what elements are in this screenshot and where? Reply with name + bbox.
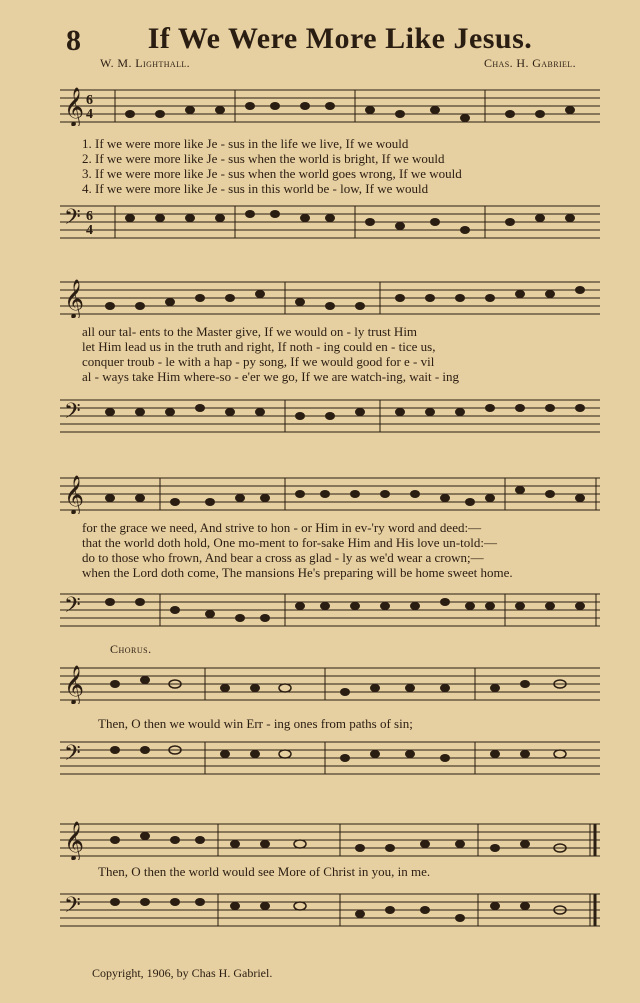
chorus-system-1	[60, 656, 600, 786]
lyricist-credit: W. M. Lighthall.	[100, 56, 191, 70]
svg-text:4: 4	[86, 223, 93, 238]
verse-line-2: let Him lead us in the truth and right, If noth - ing could en - tice us,	[82, 339, 436, 354]
svg-text:𝄢: 𝄢	[64, 399, 81, 428]
verse-lyrics	[82, 136, 600, 196]
verse-line-3: 3. If we were more like Je - sus when the world goes wrong, If we would	[82, 166, 462, 181]
chorus-lyric-line-2: Then, O then the world would see More of Christ in you, in me.	[98, 864, 431, 879]
svg-text:𝄢: 𝄢	[64, 593, 81, 622]
verse-line-4: when the Lord doth come, The mansions He's preparing will be home sweet home.	[82, 565, 513, 580]
copyright-notice: Copyright, 1906, by Chas H. Gabriel.	[92, 966, 273, 980]
treble-staff	[60, 664, 600, 704]
svg-text:𝄢: 𝄢	[64, 205, 81, 234]
treble-staff	[60, 86, 600, 126]
chorus-lyric-line-1: Then, O then we would win Err - ing ones from paths of sin;	[98, 716, 413, 731]
bass-staff	[60, 738, 600, 778]
svg-text:6: 6	[86, 93, 93, 108]
svg-text:𝄞: 𝄞	[64, 477, 85, 514]
verse-line-4: al - ways take Him where-so - e'er we go, If we are watch-ing, wait - ing	[82, 369, 460, 384]
svg-text:𝄞: 𝄞	[64, 667, 85, 704]
bass-staff	[60, 202, 600, 242]
treble-staff	[60, 278, 600, 318]
verse-line-1: 1. If we were more like Je - sus in the life we live, If we would	[82, 136, 409, 151]
treble-staff	[60, 474, 600, 514]
svg-text:4: 4	[86, 107, 93, 122]
svg-text:𝄢: 𝄢	[64, 893, 81, 922]
verse-lyrics	[82, 324, 600, 384]
bass-staff	[60, 890, 600, 930]
verse-line-3: conquer troub - le with a hap - py song, If we would good for e - vil	[82, 354, 435, 369]
page-number: 8	[66, 24, 81, 57]
verse-line-4: 4. If we were more like Je - sus in this world be - low, If we would	[82, 181, 429, 196]
svg-text:𝄢: 𝄢	[64, 741, 81, 770]
svg-text:𝄞: 𝄞	[64, 823, 85, 860]
treble-staff	[60, 820, 600, 860]
hymn-title: If We Were More Like Jesus.	[147, 22, 533, 55]
chorus-system-2	[60, 812, 600, 952]
music-system-1	[60, 78, 600, 250]
bass-staff	[60, 590, 600, 630]
svg-text:𝄞: 𝄞	[64, 281, 85, 318]
composer-credit: Chas. H. Gabriel.	[483, 56, 576, 70]
bass-staff	[60, 396, 600, 436]
svg-text:6: 6	[86, 209, 93, 224]
verse-line-1: all our tal- ents to the Master give, If we would on - ly trust Him	[82, 324, 418, 339]
verse-line-3: do to those who frown, And bear a cross as glad - ly as we'd wear a crown;—	[82, 550, 484, 565]
svg-text:𝄞: 𝄞	[64, 89, 85, 126]
verse-lyrics	[82, 520, 600, 580]
music-system-2	[60, 270, 600, 442]
verse-line-1: for the grace we need, And strive to hon - or Him in ev-'ry word and deed:—	[82, 520, 482, 535]
verse-line-2: 2. If we were more like Je - sus when the world is bright, If we would	[82, 151, 445, 166]
verse-line-2: that the world doth hold, One mo-ment to for-sake Him and His love un-told:—	[82, 535, 497, 550]
music-system-3	[60, 470, 600, 642]
chorus-label: Chorus.	[110, 642, 152, 656]
